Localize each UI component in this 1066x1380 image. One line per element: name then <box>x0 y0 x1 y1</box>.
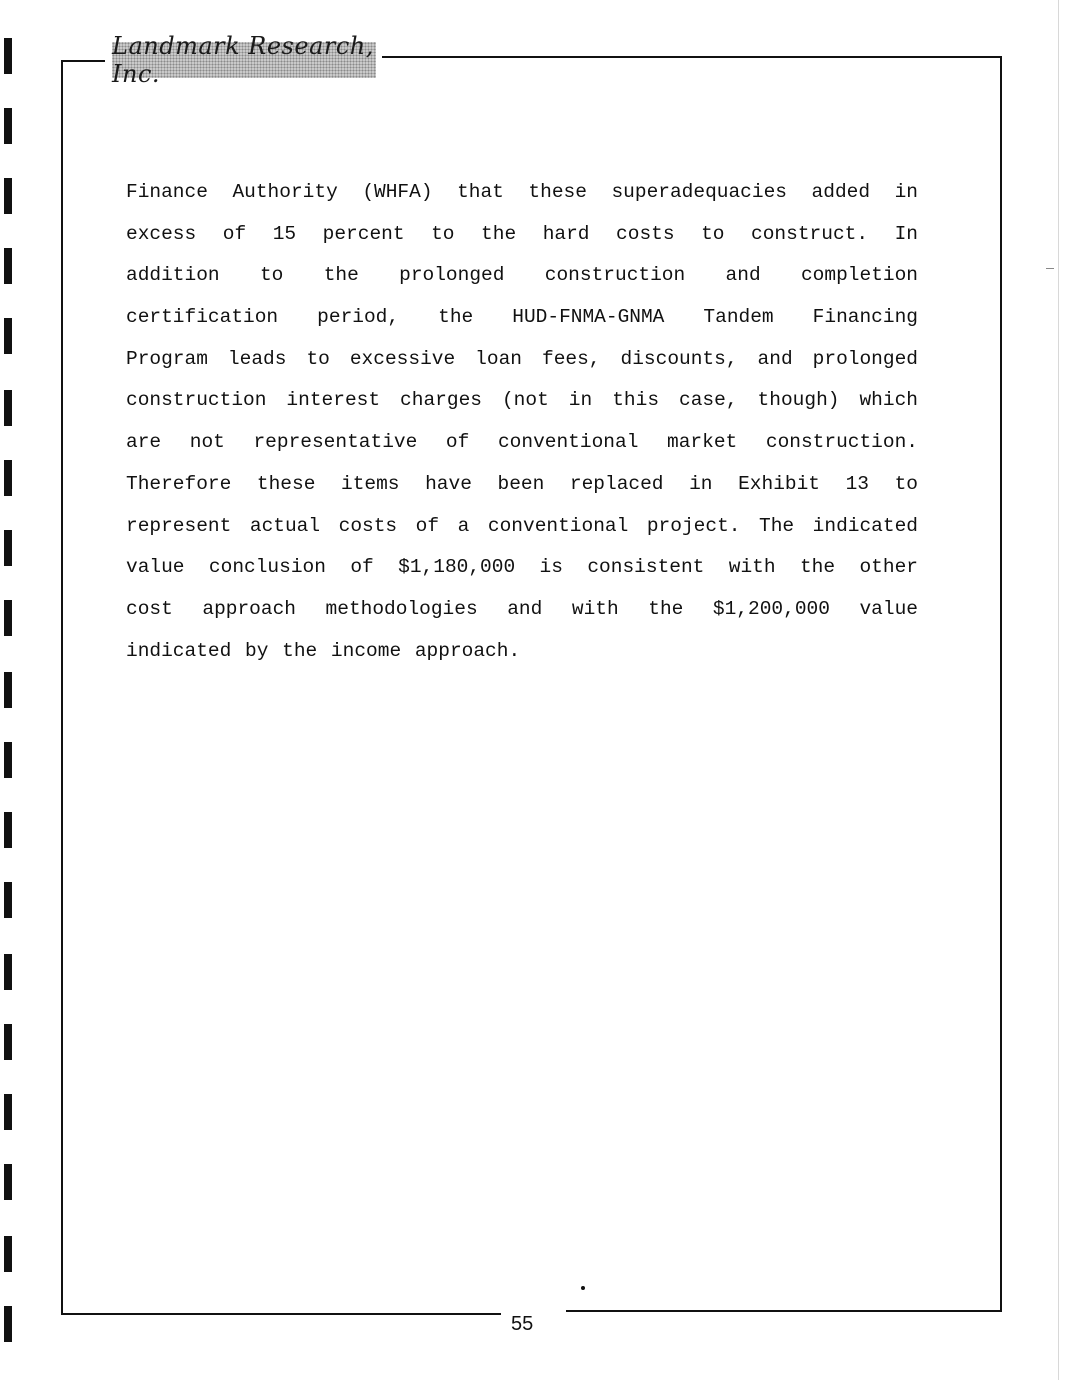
binder-mark <box>4 248 12 284</box>
text-line: construction interest charges (not in this case, though) which <box>126 389 918 412</box>
binder-mark <box>4 812 12 848</box>
binder-mark <box>4 318 12 354</box>
company-logo <box>112 32 376 88</box>
binder-mark <box>4 954 12 990</box>
binder-mark <box>4 1236 12 1272</box>
text-line: are not representative of conventional market construction. <box>126 431 918 454</box>
frame-bottom-left-line <box>61 1313 501 1315</box>
text-line: Program leads to excessive loan fees, discounts, and prolonged <box>126 347 918 370</box>
frame-top-right-line <box>382 56 1002 58</box>
scan-speck <box>581 1286 585 1290</box>
text-line: Finance Authority (WHFA) that these superadequacies added in <box>126 181 918 203</box>
binder-mark <box>4 530 12 566</box>
binder-mark <box>4 672 12 708</box>
text-line: cost approach methodologies and with the $1,200,000 value <box>126 597 918 620</box>
binder-mark <box>4 1306 12 1342</box>
page-number: 55 <box>511 1313 534 1335</box>
binder-mark <box>4 742 12 778</box>
frame-right-line <box>1000 56 1002 1312</box>
text-line: indicated by the income approach. <box>126 639 521 662</box>
binder-mark <box>4 178 12 214</box>
scan-edge-line <box>1058 0 1059 1380</box>
binder-mark <box>4 1024 12 1060</box>
scan-edge-mark <box>1046 268 1054 269</box>
text-line: certification period, the HUD-FNMA-GNMA Tandem Financing <box>126 306 918 329</box>
frame-bottom-right-line <box>566 1310 1002 1312</box>
binder-mark <box>4 1094 12 1130</box>
text-line: excess of 15 percent to the hard costs to construct. In <box>126 222 918 245</box>
body-paragraph <box>126 172 918 672</box>
text-line: addition to the prolonged construction and completion <box>126 264 918 287</box>
binder-mark <box>4 1164 12 1200</box>
company-logo-text: Landmark Research, Inc. <box>112 32 374 88</box>
binder-mark <box>4 390 12 426</box>
frame-left-line <box>61 60 63 1315</box>
text-line: Therefore these items have been replaced in Exhibit 13 to <box>126 472 918 495</box>
text-line: value conclusion of $1,180,000 is consistent with the other <box>126 556 918 579</box>
binder-mark <box>4 38 12 74</box>
binder-mark <box>4 108 12 144</box>
frame-top-left-line <box>61 60 105 62</box>
binder-mark <box>4 600 12 636</box>
text-line: represent actual costs of a conventional project. The indicated <box>126 514 918 537</box>
binder-mark <box>4 460 12 496</box>
binder-mark <box>4 882 12 918</box>
